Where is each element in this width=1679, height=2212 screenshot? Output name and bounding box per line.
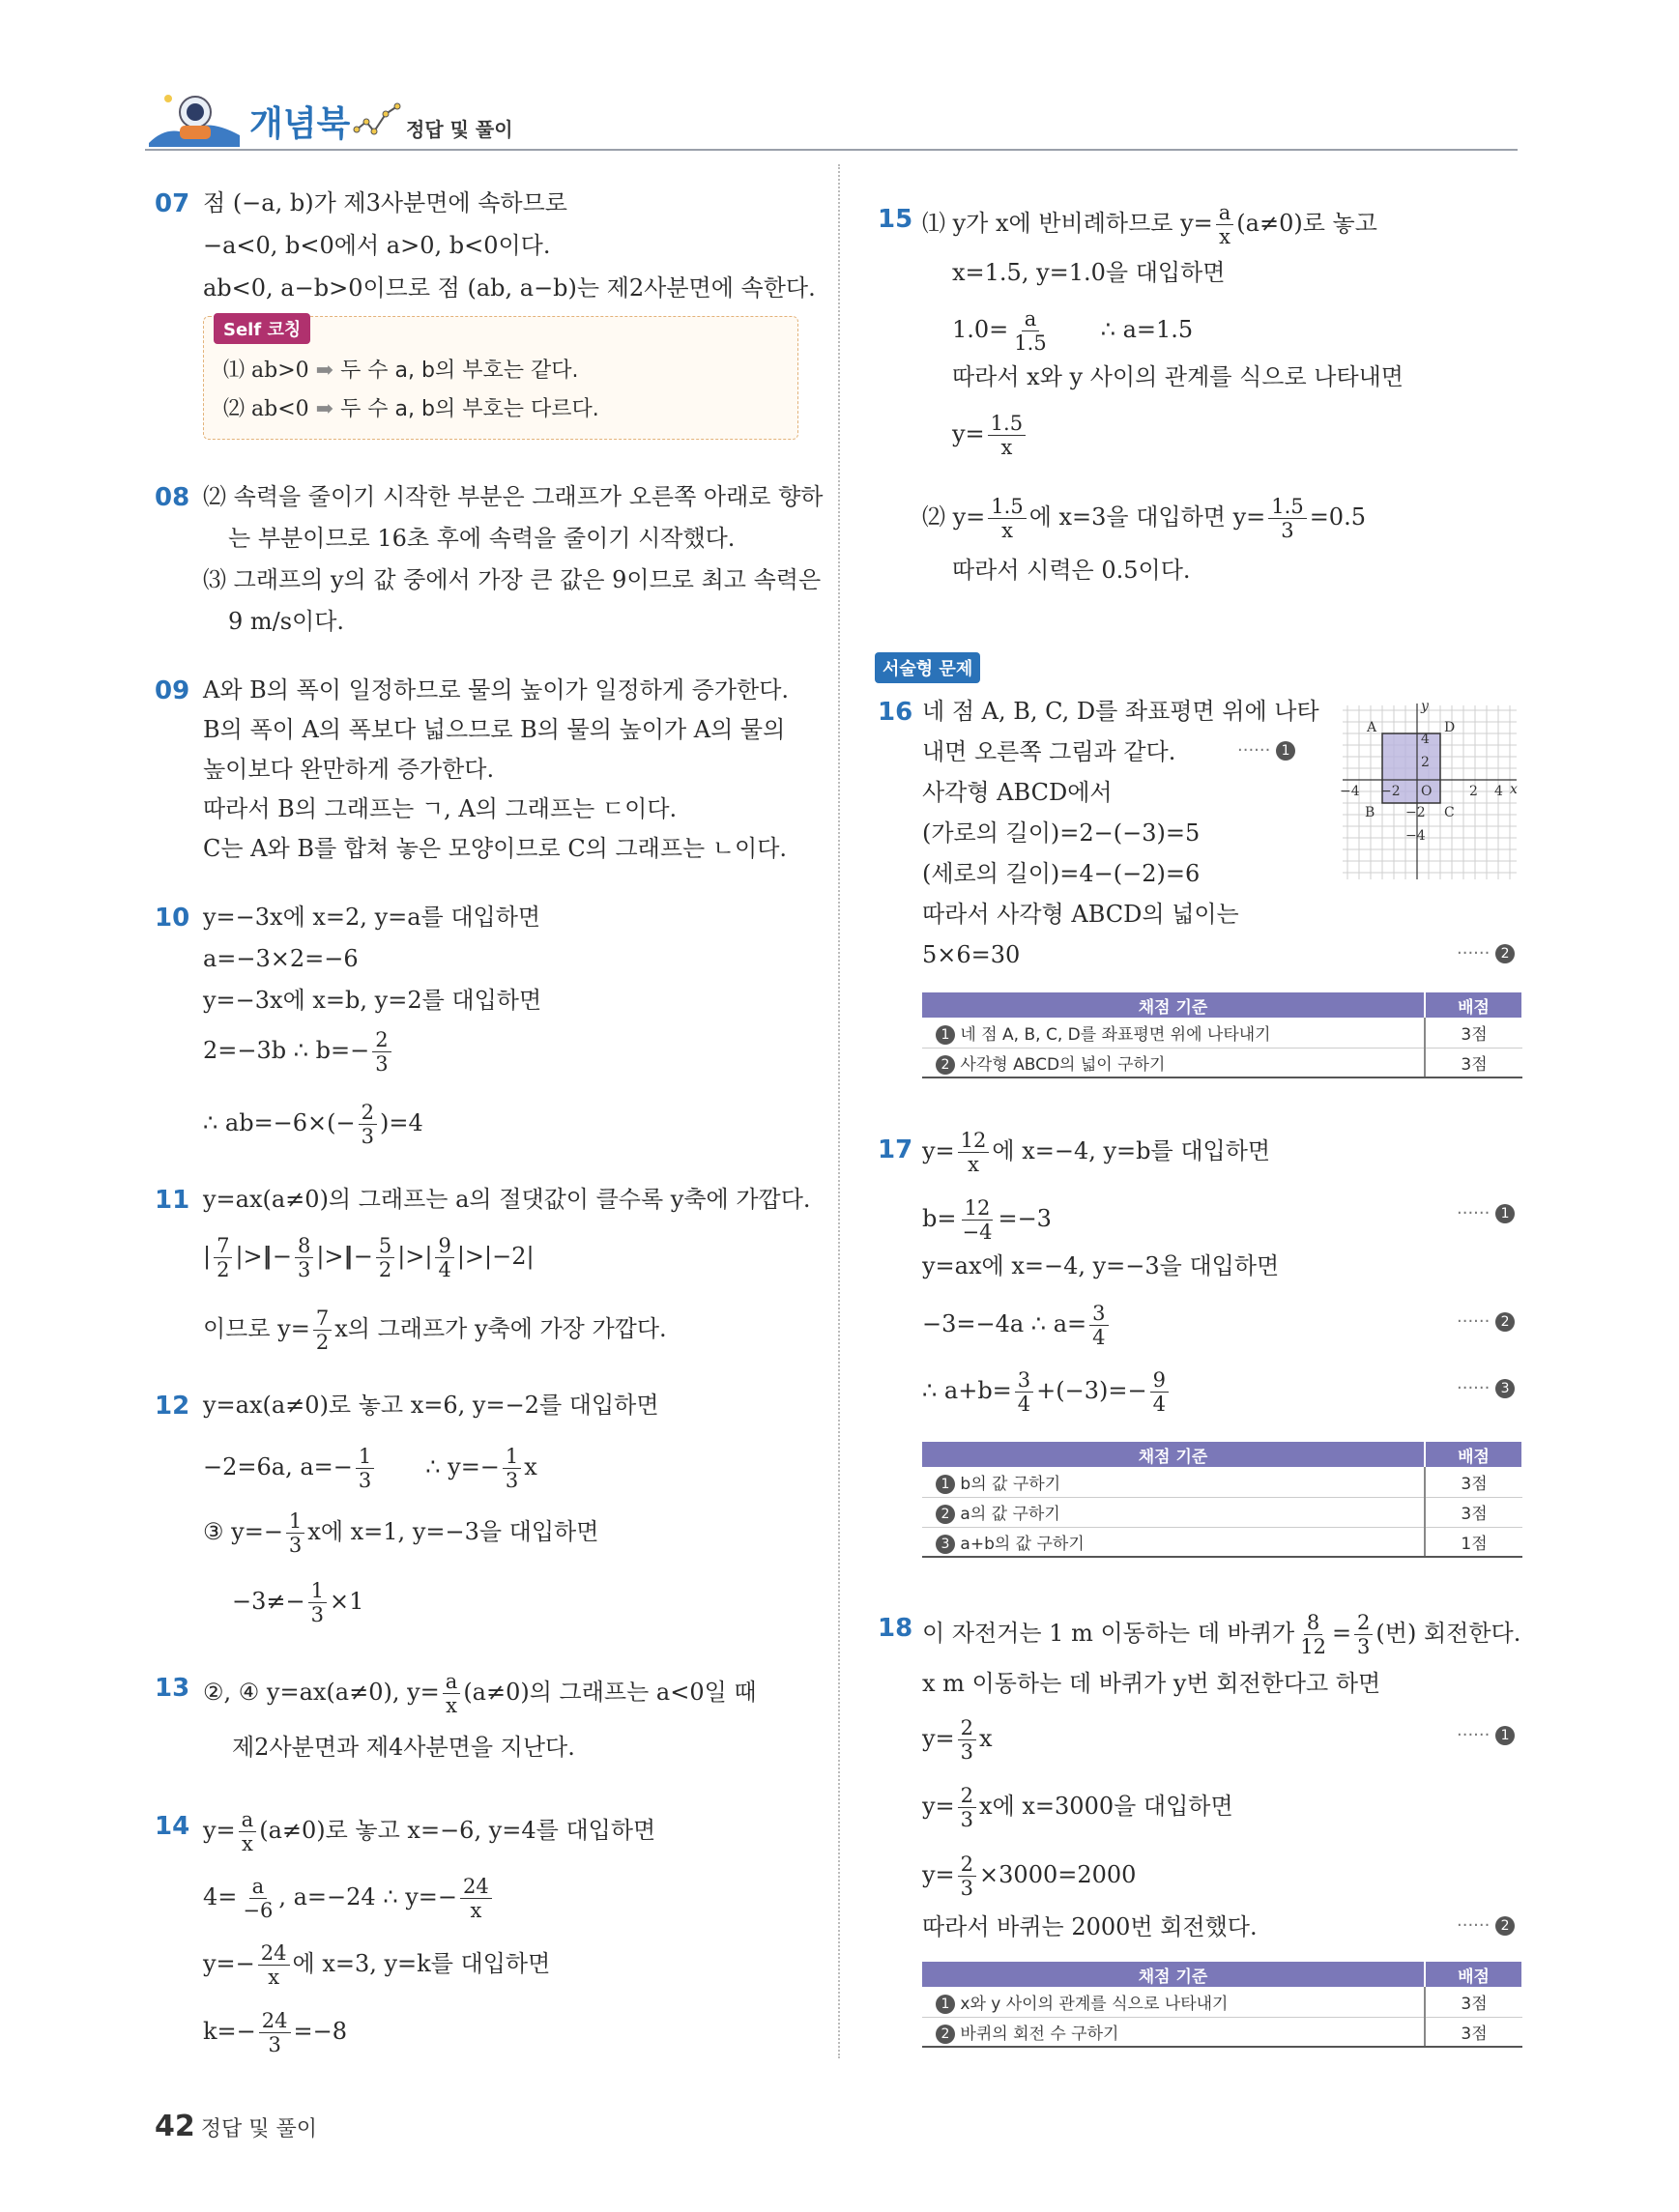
text-line: a=−3×2=−6 <box>203 945 359 972</box>
text-line: y= $\frac{2}{3}$ x에 x=3000을 대입하면 <box>922 1784 1233 1831</box>
text-line: 5×6=30 <box>922 941 1021 968</box>
fraction: $\frac{2}{3}$ <box>958 1784 976 1831</box>
grading-row: 1 네 점 A, B, C, D를 좌표평면 위에 나타내기 3점 <box>922 1018 1522 1048</box>
text-line: 는 부분이므로 16초 후에 속력을 줄이기 시작했다. <box>228 525 736 552</box>
tick-label: −2 <box>1380 784 1401 799</box>
grading-header: 배점 <box>1425 992 1522 1018</box>
expr: 2=−3b ∴ b=− <box>203 1037 370 1064</box>
fraction: $\frac{24}{3}$ <box>259 2009 291 2056</box>
fraction: $\frac{2}{3}$ <box>1354 1611 1373 1658</box>
axis-label: y <box>1421 701 1429 714</box>
fraction: $\frac{a}{x}$ <box>1216 201 1234 248</box>
coaching-result: 두 수 a, b의 부호는 같다. <box>340 359 579 383</box>
step-marker: ······ 2 <box>1457 1311 1515 1332</box>
fraction: $\frac{2}{3}$ <box>958 1716 976 1764</box>
step-2-icon: 2 <box>1495 944 1515 963</box>
grading-table <box>922 1442 1523 1558</box>
step-3-icon: 3 <box>1495 1379 1515 1398</box>
grading-header: 배점 <box>1425 1962 1522 1987</box>
fraction: $\frac{3}{4}$ <box>1089 1302 1108 1349</box>
text-line: (가로의 길이)=2−(−3)=5 <box>922 819 1201 847</box>
text-line: x m 이동하는 데 바퀴가 y번 회전한다고 하면 <box>922 1670 1381 1697</box>
text-line: 제2사분면과 제4사분면을 지난다. <box>232 1734 575 1761</box>
text-line: (세로의 길이)=4−(−2)=6 <box>922 860 1201 887</box>
point-label: B <box>1365 805 1375 820</box>
coaching-condition: ⑴ ab>0 <box>223 359 309 383</box>
text-line: 따라서 바퀴는 2000번 회전했다. <box>922 1913 1258 1940</box>
text-line: 이 자전거는 1 m 이동하는 데 바퀴가 $\frac{8}{12}$ = $\frac{2}{3}$ (번) 회전한다. <box>922 1611 1521 1658</box>
problem-number: 07 <box>155 189 190 218</box>
grading-row: 1 b의 값 구하기 3점 <box>922 1467 1522 1497</box>
self-coaching-tag: Self 코칭 <box>214 313 310 344</box>
step-marker: ······ 3 <box>1457 1378 1515 1398</box>
fraction: $\frac{24}{x}$ <box>258 1941 290 1989</box>
text-line: ab<0, a−b>0이므로 점 (ab, a−b)는 제2사분면에 속한다. <box>203 274 816 302</box>
text-line: k=− $\frac{24}{3}$ =−8 <box>203 2009 347 2056</box>
text-line: 이므로 y= $\frac{7}{2}$ x의 그래프가 y축에 가장 가깝다. <box>203 1307 667 1354</box>
problem-number: 15 <box>878 205 913 234</box>
grading-row: 2 a의 값 구하기 3점 <box>922 1497 1522 1527</box>
tick-label: −4 <box>1340 784 1360 799</box>
step-2-icon: 2 <box>936 1055 955 1075</box>
text-line: ∴ a+b= $\frac{3}{4}$ +(−3)=− $\frac{9}{4}$ <box>922 1368 1172 1416</box>
text-line: ⑶ 그래프의 y의 값 중에서 가장 큰 값은 9이므로 최고 속력은 <box>203 566 822 593</box>
step-2-icon: 2 <box>1495 1312 1515 1332</box>
text-line: y= $\frac{a}{x}$ (a≠0)로 놓고 x=−6, y=4를 대입하면 <box>203 1808 656 1855</box>
text-line: b= $\frac{12}{-4}$ =−3 <box>922 1196 1052 1244</box>
point-label: D <box>1444 720 1456 735</box>
fraction: $\frac{1.5}{x}$ <box>988 495 1026 542</box>
tick-label: 2 <box>1469 784 1478 799</box>
page-header <box>145 89 1518 157</box>
step-2-icon: 2 <box>1495 1916 1515 1936</box>
text-line: y=−3x에 x=b, y=2를 대입하면 <box>203 987 542 1014</box>
problem-number: 18 <box>878 1614 913 1643</box>
fraction: $\frac{2}{3}$ <box>359 1101 377 1148</box>
text-line: ③ y=− $\frac{1}{3}$ x에 x=1, y=−3을 대입하면 <box>203 1509 599 1557</box>
problem-number: 08 <box>155 483 190 512</box>
fraction: $\frac{a}{x}$ <box>239 1808 257 1855</box>
text-line: 따라서 사각형 ABCD의 넓이는 <box>922 901 1239 928</box>
grading-table <box>922 992 1523 1078</box>
fraction: $\frac{a}{-6}$ <box>243 1875 274 1922</box>
problem-number: 09 <box>155 676 190 705</box>
text-line: 따라서 B의 그래프는 ㄱ, A의 그래프는 ㄷ이다. <box>203 795 678 822</box>
text-line: 1.0= $\frac{a}{1.5}$ ∴ a=1.5 <box>952 307 1194 355</box>
problem-number: 14 <box>155 1812 190 1841</box>
text-line: −2=6a, a=− $\frac{1}{3}$ ∴ y=− $\frac{1}{3}$ x <box>203 1445 537 1492</box>
step-1-icon: 1 <box>1495 1204 1515 1223</box>
arrow-icon: ➡ <box>315 359 334 383</box>
origin-label: O <box>1421 784 1433 799</box>
fraction: $\frac{1}{3}$ <box>503 1445 521 1492</box>
point-label: A <box>1367 720 1377 735</box>
coaching-line <box>223 356 578 387</box>
text-line: y=ax에 x=−4, y=−3을 대입하면 <box>922 1252 1280 1279</box>
problem-number: 17 <box>878 1135 913 1164</box>
text-line: y= $\frac{12}{x}$ 에 x=−4, y=b를 대입하면 <box>922 1129 1271 1176</box>
step-1-icon: 1 <box>936 1025 955 1045</box>
step-1-icon: 1 <box>1495 1726 1515 1745</box>
text-line: 따라서 시력은 0.5이다. <box>952 557 1191 584</box>
text-line <box>203 1028 394 1076</box>
book-title: 개념북 <box>249 104 351 144</box>
fraction: $\frac{1.5}{x}$ <box>988 412 1026 459</box>
section-subtitle: 정답 및 풀이 <box>406 118 513 141</box>
text-line: 점 (−a, b)가 제3사분면에 속하므로 <box>203 189 567 216</box>
expr: )=4 <box>380 1109 423 1136</box>
step-1-icon: 1 <box>936 1995 955 2014</box>
coaching-line <box>223 394 599 425</box>
fraction: $\frac{3}{4}$ <box>1015 1368 1033 1416</box>
fraction: $\frac{9}{4}$ <box>1150 1368 1169 1416</box>
text-line: x=1.5, y=1.0을 대입하면 <box>952 259 1226 286</box>
fraction: $\frac{12}{x}$ <box>958 1129 990 1176</box>
coaching-condition: ⑵ ab<0 <box>223 397 309 421</box>
grading-table <box>922 1962 1523 2048</box>
step-marker: ······ 1 <box>1457 1203 1515 1223</box>
grading-header: 채점 기준 <box>922 1962 1425 1987</box>
text-line: y=ax(a≠0)로 놓고 x=6, y=−2를 대입하면 <box>203 1392 659 1419</box>
fraction: $\frac{7}{2}$ <box>313 1307 332 1354</box>
text-line: y=−3x에 x=2, y=a를 대입하면 <box>203 904 541 931</box>
step-3-icon: 3 <box>936 1535 955 1554</box>
grading-row: 2 바퀴의 회전 수 구하기 3점 <box>922 2017 1522 2047</box>
text-line: −3=−4a ∴ a= $\frac{3}{4}$ <box>922 1302 1112 1349</box>
fraction: $\frac{5}{2}$ <box>376 1234 394 1281</box>
footer-text: 정답 및 풀이 <box>200 2117 317 2141</box>
fraction: $\frac{2}{3}$ <box>958 1853 976 1900</box>
constellation-icon <box>353 101 401 139</box>
tick-label: −4 <box>1405 828 1426 844</box>
fraction: $\frac{2}{3}$ <box>372 1028 391 1076</box>
text-line: 9 m/s이다. <box>228 608 345 635</box>
fraction: $\frac{1}{3}$ <box>356 1445 374 1492</box>
fraction: $\frac{1}{3}$ <box>308 1579 327 1626</box>
text-line: A와 B의 폭이 일정하므로 물의 높이가 일정하게 증가한다. <box>203 676 790 704</box>
text-line: ⑵ y= $\frac{1.5}{x}$ 에 x=3을 대입하면 y= $\frac{1.5}{3}$ =0.5 <box>922 495 1366 542</box>
text-line: y=− $\frac{24}{x}$ 에 x=3, y=k를 대입하면 <box>203 1941 551 1989</box>
page-number: 42 <box>155 2110 195 2143</box>
coordinate-plane <box>1338 701 1521 884</box>
tick-label: −2 <box>1405 805 1426 820</box>
fraction: $\frac{9}{4}$ <box>435 1234 453 1281</box>
fraction: $\frac{24}{x}$ <box>460 1875 492 1922</box>
text-line: 4= $\frac{a}{-6}$ , a=−24 ∴ y=− $\frac{24}{x}$ <box>203 1875 495 1922</box>
grading-header: 배점 <box>1425 1442 1522 1467</box>
fraction: $\frac{7}{2}$ <box>214 1234 232 1281</box>
text-line: 내면 오른쪽 그림과 같다. <box>922 738 1176 765</box>
text-line: 네 점 A, B, C, D를 좌표평면 위에 나타 <box>922 698 1319 725</box>
expr: ∴ ab=−6×(− <box>203 1109 356 1136</box>
axis-label: x <box>1510 782 1518 797</box>
point-label: C <box>1444 805 1455 820</box>
text-line: ⑵ 속력을 줄이기 시작한 부분은 그래프가 오른쪽 아래로 향하 <box>203 483 824 510</box>
text-line: −3≠− $\frac{1}{3}$ ×1 <box>232 1579 364 1626</box>
arrow-icon: ➡ <box>315 397 334 421</box>
problem-number: 11 <box>155 1186 190 1215</box>
grading-row: 2 사각형 ABCD의 넓이 구하기 3점 <box>922 1048 1522 1077</box>
step-2-icon: 2 <box>936 1505 955 1524</box>
column-divider <box>838 164 840 2058</box>
header-rule <box>145 149 1518 151</box>
text-line: ⑴ y가 x에 반비례하므로 y= $\frac{a}{x}$ (a≠0)로 놓고 <box>922 201 1377 248</box>
grading-row: 3 a+b의 값 구하기 1점 <box>922 1527 1522 1557</box>
self-coaching-box <box>203 316 798 440</box>
essay-section-tag: 서술형 문제 <box>875 652 980 683</box>
problem-number: 10 <box>155 904 190 933</box>
fraction: $\frac{8}{12}$ <box>1300 1611 1326 1658</box>
text-line: ②, ④ y=ax(a≠0), y= $\frac{a}{x}$ (a≠0)의 그래프는 a<0일 때 <box>203 1670 757 1717</box>
text-line: y= $\frac{2}{3}$ x <box>922 1716 993 1764</box>
text-line: B의 폭이 A의 폭보다 넓으므로 B의 물의 높이가 A의 물의 <box>203 716 786 743</box>
step-1-icon: 1 <box>936 1475 955 1494</box>
text-line: y= $\frac{2}{3}$ ×3000=2000 <box>922 1853 1137 1900</box>
step-marker: ······ 2 <box>1457 943 1515 963</box>
text-line: y= $\frac{1.5}{x}$ <box>952 412 1028 459</box>
text-line: −a<0, b<0에서 a>0, b<0이다. <box>203 232 551 259</box>
fraction: $\frac{12}{-4}$ <box>962 1196 993 1244</box>
step-1-icon: 1 <box>1276 741 1295 761</box>
fraction: $\frac{a}{x}$ <box>443 1670 461 1717</box>
grading-header: 채점 기준 <box>922 1442 1425 1467</box>
fraction: $\frac{1.5}{3}$ <box>1268 495 1306 542</box>
text-line: 높이보다 완만하게 증가한다. <box>203 756 495 783</box>
tick-label: 2 <box>1421 755 1430 770</box>
page-footer <box>155 2110 317 2143</box>
fraction: $\frac{8}{3}$ <box>295 1234 313 1281</box>
step-marker: ······ 1 <box>1457 1725 1515 1745</box>
step-marker: ······ 1 <box>1237 740 1295 761</box>
text-line <box>203 1101 423 1148</box>
tick-label: 4 <box>1421 732 1430 747</box>
fraction: $\frac{a}{1.5}$ <box>1014 307 1047 355</box>
text-line: 사각형 ABCD에서 <box>922 779 1113 806</box>
text-line: y=ax(a≠0)의 그래프는 a의 절댓값이 클수록 y축에 가깝다. <box>203 1186 811 1213</box>
astronaut-logo-icon <box>147 87 244 149</box>
coaching-result: 두 수 a, b의 부호는 다르다. <box>340 397 599 421</box>
tick-label: 4 <box>1494 784 1503 799</box>
text-line: 따라서 x와 y 사이의 관계를 식으로 나타내면 <box>952 363 1404 390</box>
problem-number: 13 <box>155 1674 190 1703</box>
grading-row: 1 x와 y 사이의 관계를 식으로 나타내기 3점 <box>922 1987 1522 2017</box>
fraction: $\frac{1}{3}$ <box>286 1509 304 1557</box>
problem-number: 12 <box>155 1392 190 1421</box>
step-marker: ······ 2 <box>1457 1915 1515 1936</box>
problem-number: 16 <box>878 698 913 727</box>
grading-header: 채점 기준 <box>922 992 1425 1018</box>
abs-inequality: | $\frac{7}{2}$ |>||− $\frac{8}{3}$ |>||− $\frac{5}{2}$ |>| $\frac{9}{4}$ |>|−2| <box>203 1234 535 1281</box>
step-2-icon: 2 <box>936 2025 955 2044</box>
text-line: C는 A와 B를 합쳐 놓은 모양이므로 C의 그래프는 ㄴ이다. <box>203 835 788 862</box>
